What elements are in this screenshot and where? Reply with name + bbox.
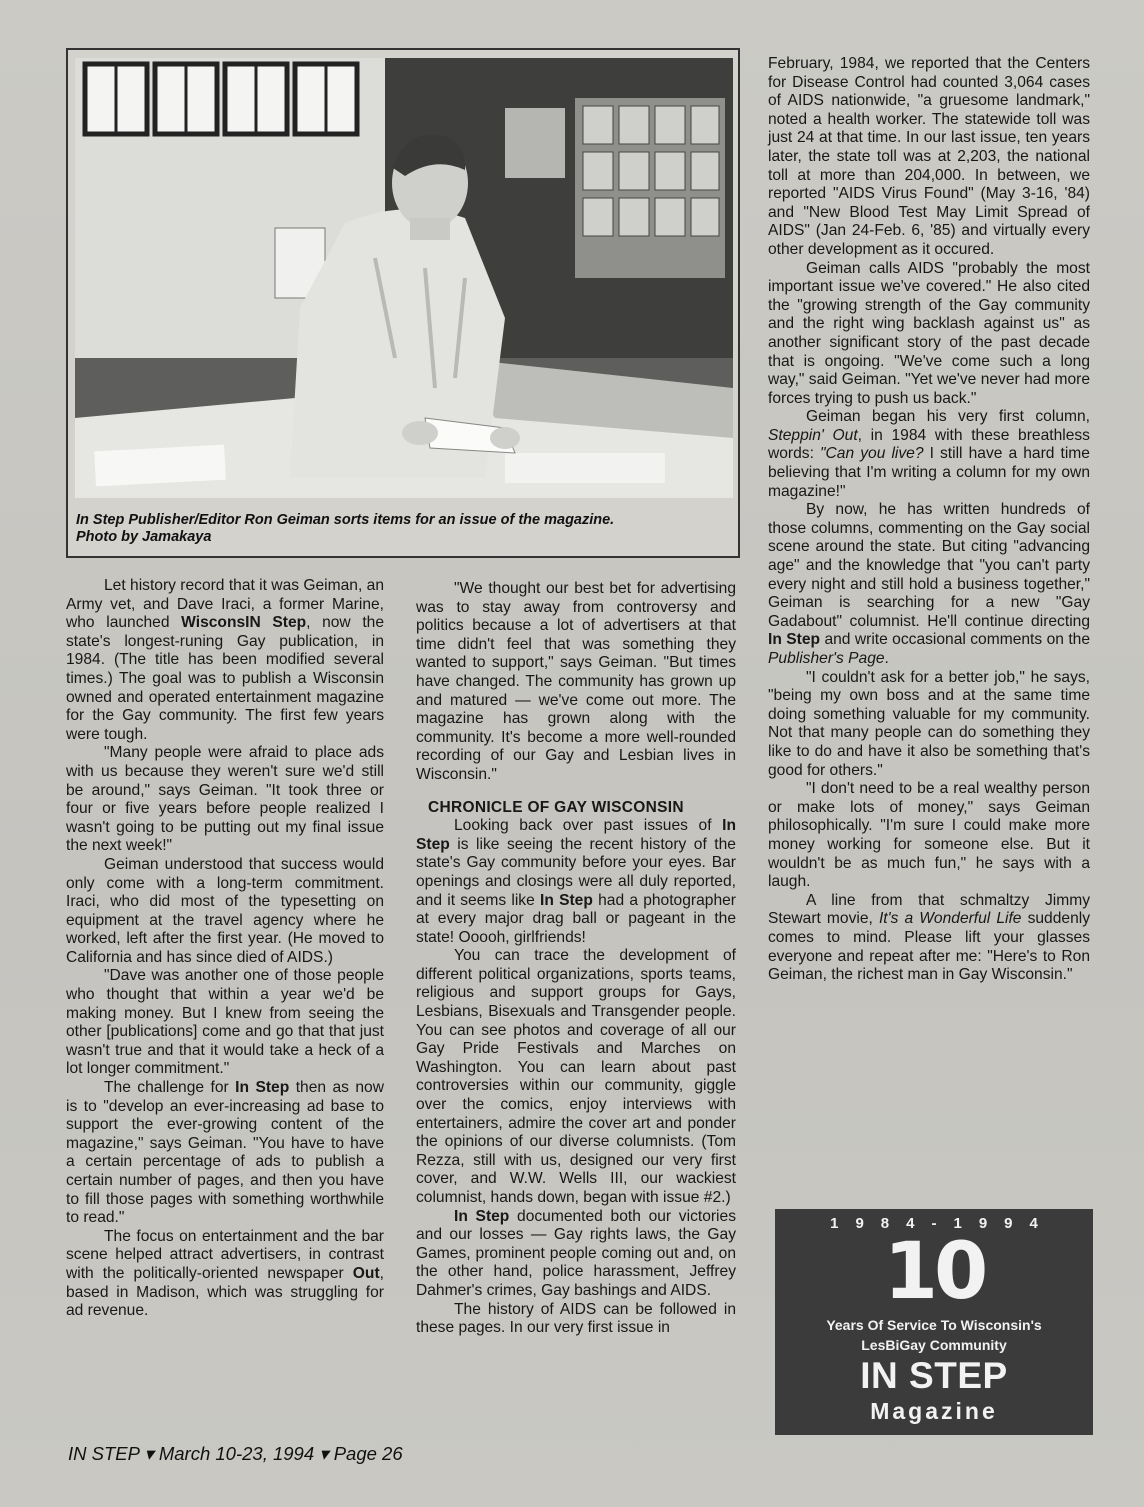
publication-name: In Step: [235, 1079, 290, 1097]
text-run: By now, he has written hundreds of those columns, commenting on the Gay social scene around the state. But citing "advancing age" and the knowledge that "you can't party every night and still hold a business together," Geiman is searching for a new "Gay Gadabout" columnist. He'll continue directing: [768, 501, 1090, 630]
publication-name: In Step: [416, 817, 736, 853]
column-title: Steppin' Out: [768, 426, 858, 444]
photo-illustration: [75, 58, 733, 498]
paragraph: [66, 1228, 384, 1321]
text-run: The focus on entertainment and the bar scene helped attract advertisers, in contrast with the politically-oriented newspaper: [66, 1227, 384, 1282]
paragraph: "Dave was another one of those people who thought that within a year we'd be making money. But I knew from seeing the other [publications] come and go that that just wasn't true and that it would take a heck of a lot longer commitment.": [66, 967, 384, 1078]
text-run: The challenge for: [104, 1079, 229, 1097]
section-heading: CHRONICLE OF GAY WISCONSIN: [428, 798, 684, 816]
paragraph: The history of AIDS can be followed in these pages. In our very first issue in: [416, 1300, 736, 1337]
text-run: Geiman began his very first column,: [806, 408, 1090, 426]
column-title: Publisher's Page: [768, 650, 885, 667]
anniversary-badge: [775, 1209, 1093, 1435]
text-run: and write occasional comments on the: [824, 631, 1090, 649]
badge-service-line-1: Years Of Service To Wisconsin's: [826, 1317, 1042, 1333]
photo-frame: [66, 48, 740, 558]
text-run: A line from that schmaltzy Jimmy Stewart movie,: [768, 891, 1090, 928]
paragraph: "I don't need to be a real wealthy person or make lots of money," says Geiman philosophically. "I'm sure I could make more money working for someone else. But it wouldn't be as much fun," he says with a laugh.: [768, 780, 1090, 891]
caption-credit: Photo by Jamakaya: [76, 529, 212, 545]
text-run: is like seeing the recent history of the state's Gay community before your eyes. Bar openings and closings were all duly reported, and it seems like: [416, 835, 736, 909]
text-run: I still have a hard time believing that I'm writing a column for my own magazine!": [768, 445, 1090, 500]
paragraph: You can trace the development of different political organizations, sports teams, religious and support groups for Gays, Lesbians, Bisexuals and Transgender people. You can see photos and coverage of all our Gay Pride Festivals and Marches on Washington. You can learn about past controversies within our community, giggle over the comics, enjoy interviews with entertainers, admire the cover art and ponder the opinions of our diverse columnists. (Tom Rezza, still with us, designed our very first cover, and W.W. Wells III, our wackiest columnist, hands down, began with issue #2.): [416, 947, 736, 1206]
badge-service-text: [775, 1315, 1093, 1355]
editor-photo: [75, 58, 733, 498]
text-run: Let history record that it was Geiman, an Army vet, and Dave Iraci, a former Marine, who launched: [66, 577, 384, 632]
publication-name: In Step: [454, 1207, 510, 1225]
publication-name: In Step: [768, 631, 821, 649]
paragraph: February, 1984, we reported that the Centers for Disease Control had counted 3,064 cases of AIDS nationwide, "a gruesome landmark," noted a health worker. The statewide toll was just 24 at that time. In our last issue, ten years later, the state toll was at 2,203, the national toll at more than 204,000. In between, we reported "AIDS Virus Found" (May 3-16, '84) and "New Blood Test May Limit Spread of AIDS" (Jan 24-Feb. 6, '85) and virtually every other development as it occured.: [768, 55, 1090, 258]
caption-line-1: In Step Publisher/Editor Ron Geiman sorts items for an issue of the magazine.: [76, 512, 615, 528]
article-column-1: [66, 577, 384, 1321]
photo-caption: [76, 512, 732, 546]
paragraph: [768, 408, 1090, 501]
paragraph: [66, 1079, 384, 1228]
badge-subtitle: Magazine: [870, 1398, 998, 1424]
paragraph: [416, 817, 736, 947]
text-run: documented both our victories and our losses — Gay rights laws, the Gay Games, prominent people coming out and, on the other hand, police harassment, Jeffrey Dahmer's crimes, Gay bashings and AIDS.: [416, 1207, 736, 1299]
article-column-3: [768, 55, 1090, 985]
text-run: Looking back over past issues of: [454, 817, 712, 835]
paragraph: [66, 577, 384, 744]
paragraph: [768, 892, 1090, 985]
text-run: then as now is to "develop an ever-increasing ad base to support the ever-growing content of the magazine," says Geiman. "You have to have a certain percentage of ads to publish a certain number of pages, and then you have to fill those pages with something worthwhile to read.": [66, 1079, 384, 1227]
page-footer: IN STEP ▾ March 10-23, 1994 ▾ Page 26: [68, 1443, 403, 1464]
badge-service-line-2: LesBiGay Community: [861, 1337, 1007, 1353]
text-run: , in 1984 with these breathless words:: [768, 426, 1090, 463]
badge-years: 1984-1994: [830, 1215, 1055, 1232]
paragraph: [768, 501, 1090, 668]
text-run: .: [884, 650, 889, 667]
paragraph: "We thought our best bet for advertising was to stay away from controversy and politics because a lot of advertisers at that time didn't feel that was something they wanted to support," says Geiman. "But times have changed. The community has grown up and matured — we've come out more. The magazine has grown along with the community. It's become a more well-rounded recording of our Gay and Lesbian lives in Wisconsin.": [416, 580, 736, 783]
publication-name: Out: [352, 1264, 380, 1282]
paragraph: [416, 1208, 736, 1301]
publication-name: In Step: [540, 891, 593, 909]
movie-title: It's a Wonderful Life: [878, 910, 1022, 928]
text-run: , now the state's longest-runing Gay publication, in 1984. (The title has been modified several times.) The goal was to publish a Wisconsin owned and operated entertainment magazine for the Gay community. The first few years were tough.: [66, 614, 384, 743]
publication-name: WisconsIN Step: [181, 614, 307, 632]
quote: "Can you live?: [820, 445, 924, 463]
badge-number: 10: [883, 1227, 985, 1317]
badge-title: IN STEP: [860, 1355, 1008, 1396]
paragraph: Geiman calls AIDS "probably the most important issue we've covered." He also cited the "growing strength of the Gay community and the right wing backlash against us" as another significant story of the past decade that is ongoing. "We've come such a long way," said Geiman. "Yet we've never had more forces trying to push us back.": [768, 259, 1090, 407]
article-column-2: [416, 580, 736, 1338]
text-run: had a photographer at every major drag ball or pageant in the state! Ooooh, girlfriends!: [416, 891, 736, 946]
text-run: , based in Madison, which was struggling for ad revenue.: [66, 1264, 384, 1320]
text-run: suddenly comes to mind. Please lift your glasses everyone and repeat after me: "Here's to Ron Geiman, the richest man in Gay Wisconsin.": [768, 910, 1090, 984]
paragraph: "I couldn't ask for a better job," he says, "being my own boss and at the same time doing something valuable for my community. Not that many people can do something they like to do and have it also be something that's good for others.": [768, 668, 1090, 779]
paragraph: "Many people were afraid to place ads with us because they weren't sure we'd still be around," says Geiman. "It took three or four or five years before people realized I wasn't going to be putting out my final issue the next week!": [66, 744, 384, 855]
paragraph: Geiman understood that success would only come with a long-term commitment. Iraci, who did most of the typesetting on equipment at the travel agency where he worked, left after the first year. (He moved to California and has since died of AIDS.): [66, 855, 384, 966]
